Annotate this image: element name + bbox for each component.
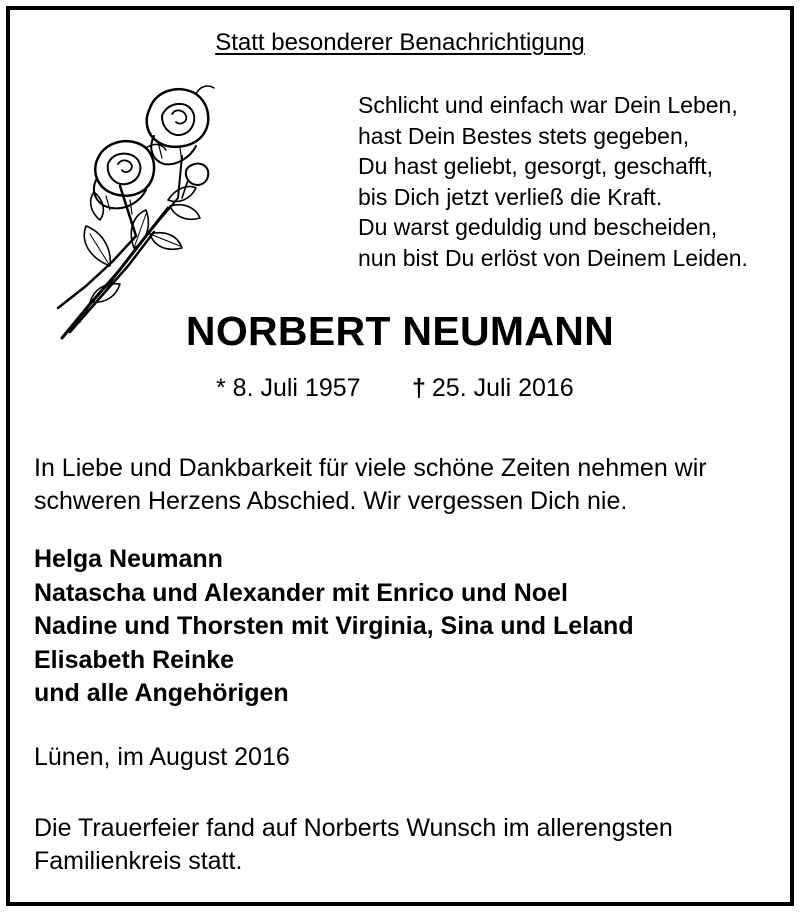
birth-date: * 8. Juli 1957 <box>216 374 361 402</box>
poem-line: Du hast geliebt, gesorgt, geschafft, <box>358 153 714 179</box>
mourner-line: Natascha und Alexander mit Enrico und Noel <box>34 578 568 607</box>
poem <box>358 90 788 273</box>
mourner-line: Nadine und Thorsten mit Virginia, Sina und Leland <box>34 612 634 640</box>
notice-heading <box>0 28 800 58</box>
mourner-line: Helga Neumann <box>34 545 223 573</box>
intro-line: schweren Herzens Abschied. Wir vergessen Dich nie. <box>34 487 628 515</box>
cross-icon: † <box>412 374 426 402</box>
poem-line: bis Dich jetzt verließ die Kraft. <box>358 183 663 210</box>
poem-line: Du warst geduldig und bescheiden, <box>358 214 718 240</box>
mourner-line: und alle Angehörigen <box>34 679 289 707</box>
heading-text: Statt besonderer Benachrichtigung <box>215 29 585 56</box>
funeral-note-line: Familienkreis statt. <box>34 847 243 875</box>
intro-line: In Liebe und Dankbarkeit für viele schöne Zeiten nehmen wir <box>34 454 707 482</box>
deceased-name: NORBERT NEUMANN <box>185 308 615 354</box>
death-date: 25. Juli 2016 <box>431 374 574 402</box>
intro-text <box>34 452 784 518</box>
place-date: Lünen, im August 2016 <box>34 743 290 771</box>
death-date-group <box>412 372 574 404</box>
poem-line: Schlicht und einfach war Dein Leben, <box>358 92 738 118</box>
funeral-note <box>34 812 784 878</box>
funeral-note-line: Die Trauerfeier fand auf Norberts Wunsch im allerengsten <box>34 814 673 842</box>
mourners-list <box>34 543 784 711</box>
poem-line: nun bist Du erlöst von Deinem Leiden. <box>358 244 748 271</box>
mourner-line: Elisabeth Reinke <box>34 645 235 674</box>
poem-line: hast Dein Bestes stets gegeben, <box>358 122 690 149</box>
